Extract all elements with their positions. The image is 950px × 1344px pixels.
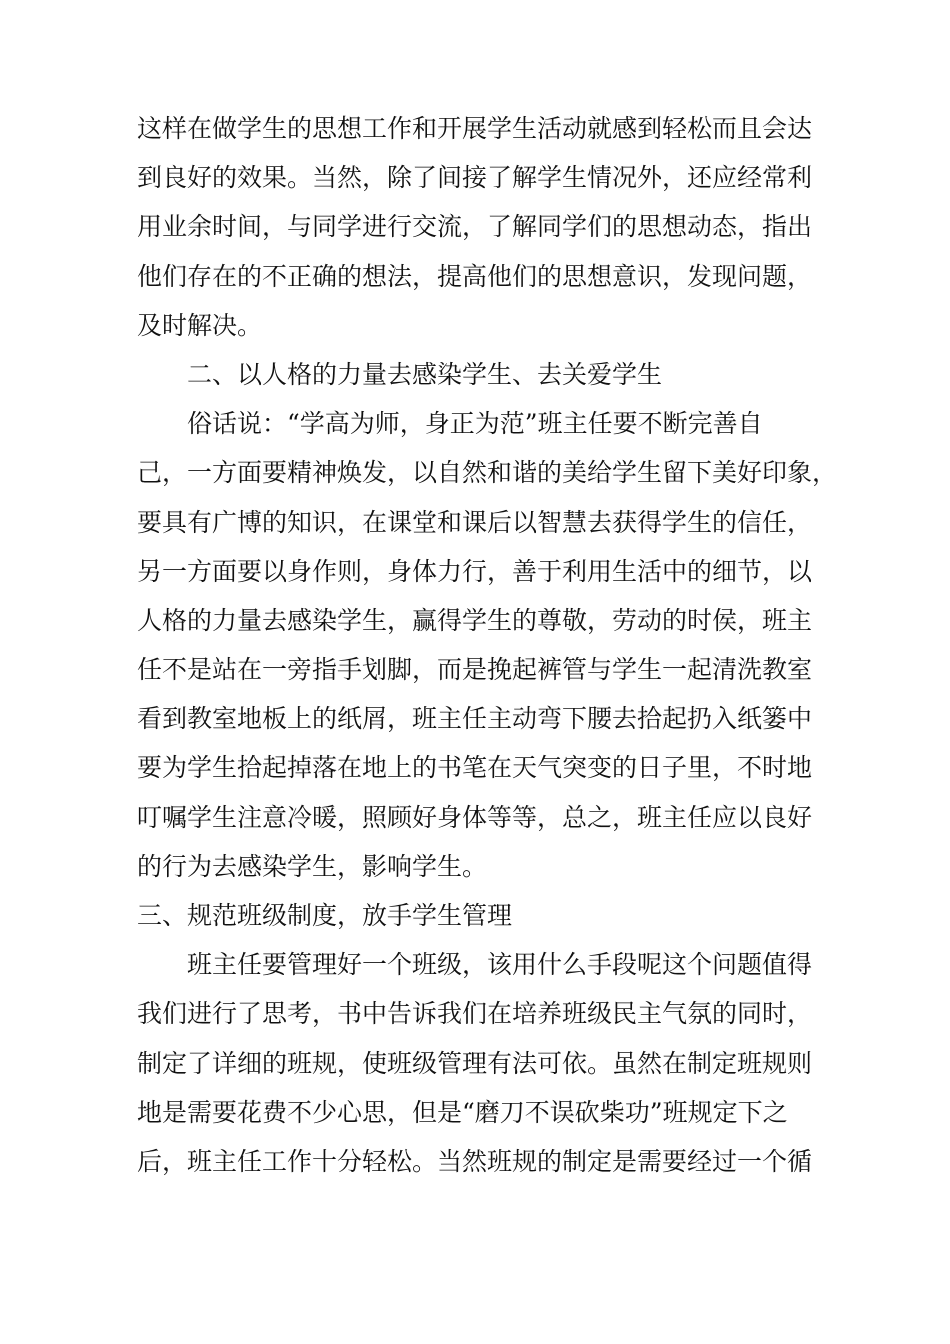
text-line: 到良好的效果。当然，除了间接了解学生情况外，还应经常利 xyxy=(137,163,813,193)
text-line: 地是需要花费不少心思，但是“磨刀不误砍柴功”班规定下之 xyxy=(137,1097,788,1127)
text-line: 俗话说：“学高为师，身正为范”班主任要不断完善自 xyxy=(187,409,763,439)
text-line: 这样在做学生的思想工作和开展学生活动就感到轻松而且会达 xyxy=(137,114,813,143)
text-line: 任不是站在一旁指手划脚，而是挽起裤管与学生一起清洗教室 xyxy=(137,655,813,685)
text-line: 另一方面要以身作则，身体力行，善于利用生活中的细节，以 xyxy=(137,556,813,586)
text-line: 要具有广博的知识，在课堂和课后以智慧去获得学生的信任， xyxy=(137,507,813,537)
text-line: 后，班主任工作十分轻松。当然班规的制定是需要经过一个循 xyxy=(137,1146,813,1176)
text-line: 及时解决。 xyxy=(137,310,263,340)
text-line: 我们进行了思考，书中告诉我们在培养班级民主气氛的同时， xyxy=(137,999,813,1029)
section-heading-2: 二、以人格的力量去感染学生、去关爱学生 xyxy=(187,359,663,389)
text-line: 用业余时间，与同学进行交流，了解同学们的思想动态，指出 xyxy=(137,212,813,242)
text-line: 班主任要管理好一个班级，该用什么手段呢这个问题值得 xyxy=(187,950,813,980)
text-line: 己，一方面要精神焕发，以自然和谐的美给学生留下美好印象， xyxy=(137,458,838,488)
section-heading-3: 三、规范班级制度，放手学生管理 xyxy=(137,901,513,930)
text-line: 人格的力量去感染学生，赢得学生的尊敬，劳动的时侯，班主 xyxy=(137,605,813,635)
text-line: 他们存在的不正确的想法，提高他们的思想意识，发现问题， xyxy=(137,261,813,291)
text-line: 制定了详细的班规，使班级管理有法可依。虽然在制定班规则 xyxy=(137,1048,813,1078)
text-line: 要为学生拾起掉落在地上的书笔在天气突变的日子里，不时地 xyxy=(137,753,813,783)
body-text xyxy=(137,104,837,1186)
text-line: 叮嘱学生注意冷暖，照顾好身体等等，总之，班主任应以良好 xyxy=(137,802,813,832)
text-line: 看到教室地板上的纸屑，班主任主动弯下腰去拾起扔入纸篓中 xyxy=(137,704,813,734)
text-line: 的行为去感染学生，影响学生。 xyxy=(137,851,488,881)
